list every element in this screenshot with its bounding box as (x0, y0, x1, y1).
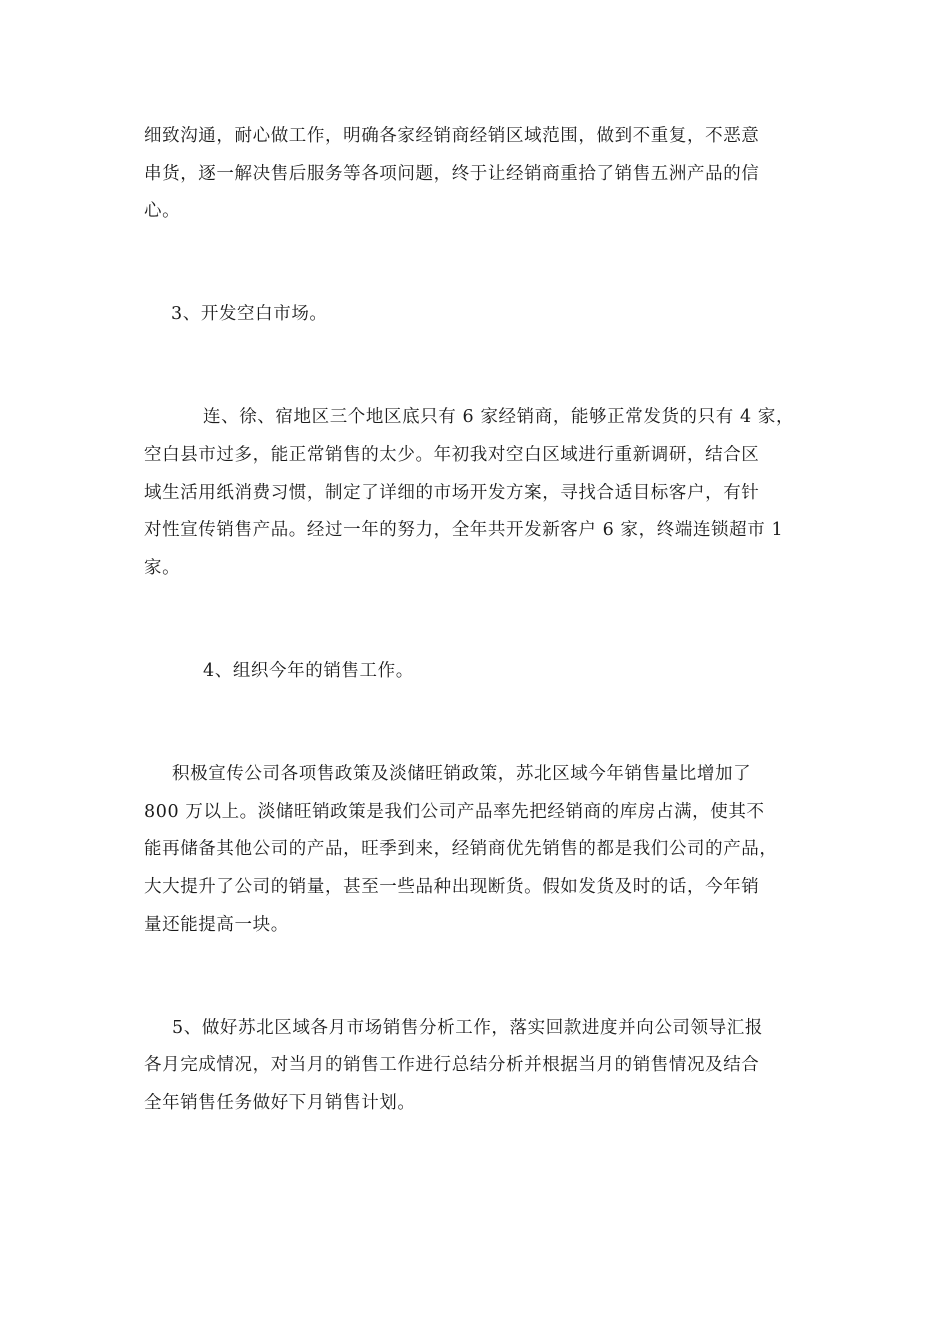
paragraph-line: 5、做好苏北区域各月市场销售分析工作，落实回款进度并向公司领导汇报 (172, 1018, 763, 1038)
paragraph-line: 域生活用纸消费习惯，制定了详细的市场开发方案，寻找合适目标客户，有针 (144, 483, 760, 503)
paragraph-line: 积极宣传公司各项售政策及淡储旺销政策，苏北区域今年销售量比增加了 (172, 764, 752, 784)
paragraph-line: 空白县市过多，能正常销售的太少。年初我对空白区域进行重新调研，结合区 (144, 445, 760, 465)
paragraph-line: 全年销售任务做好下月销售计划。 (144, 1093, 416, 1113)
paragraph-line: 大大提升了公司的销量，甚至一些品种出现断货。假如发货及时的话，今年销 (144, 877, 760, 897)
paragraph-line: 细致沟通，耐心做工作，明确各家经销商经销区域范围，做到不重复，不恶意 (144, 126, 760, 146)
section-heading: 4、组织今年的销售工作。 (203, 661, 414, 681)
paragraph-line: 量还能提高一块。 (144, 915, 289, 935)
section-heading: 3、开发空白市场。 (171, 304, 328, 324)
paragraph-line: 家。 (144, 558, 181, 578)
paragraph-line: 串货，逐一解决售后服务等各项问题，终于让经销商重拾了销售五洲产品的信 (144, 164, 760, 184)
paragraph-line: 各月完成情况，对当月的销售工作进行总结分析并根据当月的销售情况及结合 (144, 1055, 760, 1075)
paragraph-line: 800 万以上。淡储旺销政策是我们公司产品率先把经销商的库房占满，使其不 (144, 802, 765, 822)
paragraph-line: 连、徐、宿地区三个地区底只有 6 家经销商，能够正常发货的只有 4 家， (203, 407, 795, 427)
paragraph-line: 心。 (144, 201, 181, 221)
paragraph-line: 对性宣传销售产品。经过一年的努力，全年共开发新客户 6 家，终端连锁超市 1 (144, 520, 784, 540)
paragraph-line: 能再储备其他公司的产品，旺季到来，经销商优先销售的都是我们公司的产品， (144, 839, 778, 859)
